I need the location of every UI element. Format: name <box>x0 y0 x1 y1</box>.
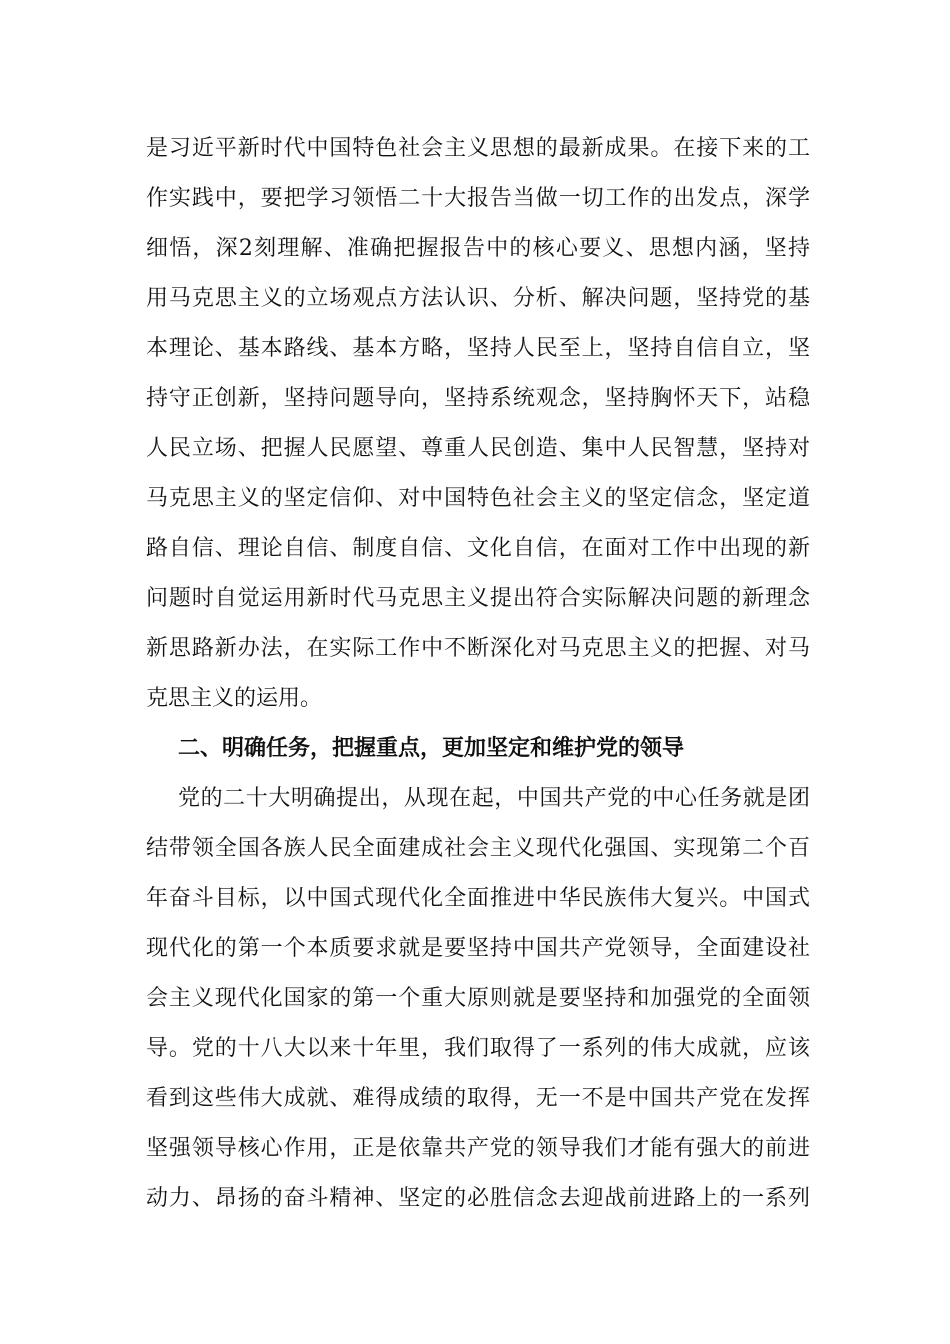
paragraph-1-line-9: 路自信、理论自信、制度自信、文化自信，在面对工作中出现的新 <box>146 536 810 561</box>
paragraph-1-line-1: 是习近平新时代中国特色社会主义思想的最新成果。在接下来的工 <box>146 136 810 161</box>
paragraph-2-line-5: 会主义现代化国家的第一个重大原则就是要坚持和加强党的全面领 <box>146 986 810 1011</box>
paragraph-1-line-11: 新思路新办法，在实际工作中不断深化对马克思主义的把握、对马 <box>146 636 810 661</box>
paragraph-2-line-6: 导。党的十八大以来十年里，我们取得了一系列的伟大成就，应该 <box>146 1036 810 1061</box>
paragraph-1-line-8: 马克思主义的坚定信仰、对中国特色社会主义的坚定信念，坚定道 <box>146 486 810 511</box>
paragraph-2-line-8: 坚强领导核心作用，正是依靠共产党的领导我们才能有强大的前进 <box>146 1136 810 1161</box>
paragraph-2-line-4: 现代化的第一个本质要求就是要坚持中国共产党领导，全面建设社 <box>146 936 810 961</box>
paragraph-1-line-3: 细悟，深2刻理解、准确把握报告中的核心要义、思想内涵，坚持 <box>146 236 810 261</box>
paragraph-2-line-3: 年奋斗目标，以中国式现代化全面推进中华民族伟大复兴。中国式 <box>146 886 810 911</box>
paragraph-2-line-1: 党的二十大明确提出，从现在起，中国共产党的中心任务就是团 <box>178 786 810 811</box>
paragraph-2-line-7: 看到这些伟大成就、难得成绩的取得，无一不是中国共产党在发挥 <box>146 1086 810 1111</box>
paragraph-1-line-10: 问题时自觉运用新时代马克思主义提出符合实际解决问题的新理念 <box>146 586 810 611</box>
paragraph-1-line-12: 克思主义的运用。 <box>146 686 323 711</box>
paragraph-1-line-4: 用马克思主义的立场观点方法认识、分析、解决问题，坚持党的基 <box>146 286 810 311</box>
paragraph-2-line-9: 动力、昂扬的奋斗精神、坚定的必胜信念去迎战前进路上的一系列 <box>146 1186 810 1211</box>
section-heading: 二、明确任务，把握重点，更加坚定和维护党的领导 <box>178 736 685 761</box>
paragraph-1-line-2: 作实践中，要把学习领悟二十大报告当做一切工作的出发点，深学 <box>146 186 810 211</box>
paragraph-1-line-7: 人民立场、把握人民愿望、尊重人民创造、集中人民智慧，坚持对 <box>146 436 810 461</box>
paragraph-1-line-6: 持守正创新，坚持问题导向，坚持系统观念，坚持胸怀天下，站稳 <box>146 386 810 411</box>
paragraph-2-line-2: 结带领全国各族人民全面建成社会主义现代化强国、实现第二个百 <box>146 836 810 861</box>
paragraph-1-line-5: 本理论、基本路线、基本方略，坚持人民至上，坚持自信自立，坚 <box>146 336 810 361</box>
